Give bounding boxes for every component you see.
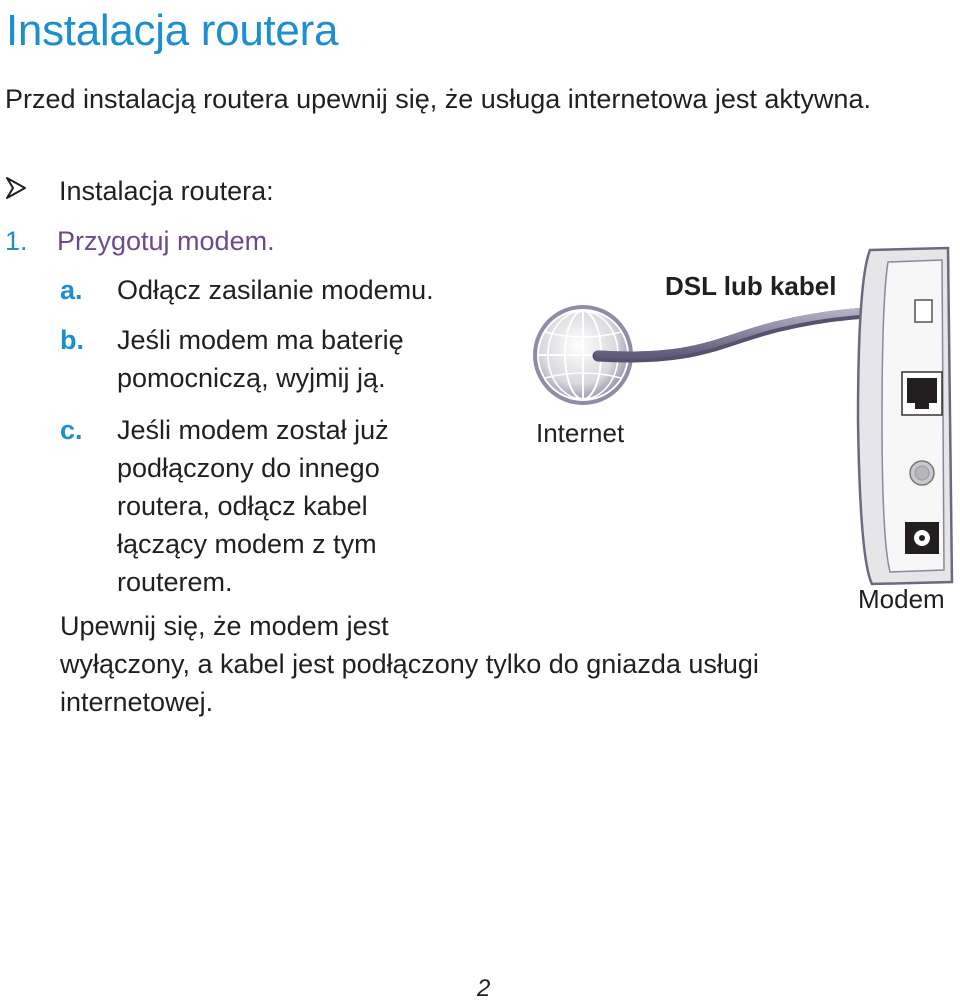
modem-label: Modem — [858, 584, 945, 614]
ethernet-port-icon — [902, 372, 942, 415]
substep-b — [60, 321, 520, 401]
arrow-bullet-icon — [5, 174, 33, 212]
substep-letter: c. — [60, 415, 83, 445]
step-1-number: 1. — [5, 226, 28, 256]
substep-c — [60, 411, 520, 611]
section-heading-text: Instalacja routera: — [59, 176, 274, 206]
section-heading — [5, 172, 274, 212]
intro-paragraph: Przed instalacją routera upewnij się, że usługa internetowa jest aktywna. — [5, 84, 871, 114]
substep-letter: b. — [60, 325, 84, 355]
substep-a — [60, 271, 520, 311]
power-jack-icon — [905, 522, 939, 554]
power-button-icon — [910, 461, 934, 485]
cable-icon — [598, 309, 918, 357]
page-number: 2 — [477, 975, 491, 1002]
step-1-text: Przygotuj modem. — [57, 226, 275, 256]
page-title: Instalacja routera — [6, 6, 339, 55]
substep-text: Odłącz zasilanie modemu. — [117, 275, 434, 305]
modem-note: Upewnij się, że modem jest wyłączony, a kabel jest podłączony tylko do gniazda usługi internetowej. — [60, 611, 759, 717]
substep-text: Jeśli modem ma baterię pomocniczą, wyjmij ją. — [117, 325, 404, 393]
modem-icon — [858, 248, 952, 584]
step-1 — [5, 222, 275, 260]
cable-label: DSL lub kabel — [665, 271, 837, 301]
substep-text: Jeśli modem został już podłączony do innego routera, odłącz kabel łączący modem z tym routerem. — [117, 415, 389, 597]
globe-icon — [533, 305, 633, 405]
substep-letter: a. — [60, 275, 83, 305]
internet-label: Internet — [536, 418, 625, 448]
